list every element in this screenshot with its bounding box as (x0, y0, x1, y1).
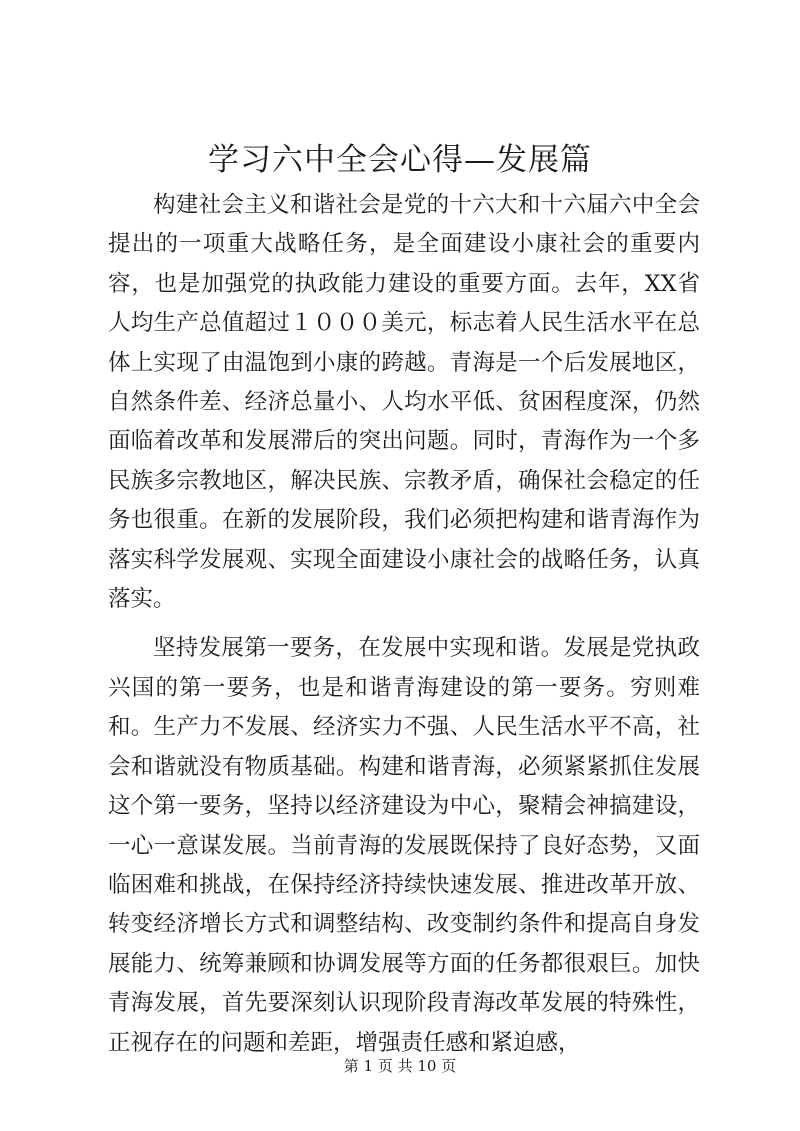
paragraph-1: 构建社会主义和谐社会是党的十六大和十六届六中全会提出的一项重大战略任务，是全面建设小康社会的重要内容，也是加强党的执政能力建设的重要方面。去年，XX省人均生产总值超过１０００美元，标志着人民生活水平在总体上实现了由温饱到小康的跨越。青海是一个后发展地区，自然条件差、经济总量小、人均水平低、贫困程度深，仍然面临着改革和发展滞后的突出问题。同时，青海作为一个多民族多宗教地区，解决民族、宗教矛盾，确保社会稳定的任务也很重。在新的发展阶段，我们必须把构建和谐青海作为落实科学发展观、实现全面建设小康社会的战略任务，认真落实。 (108, 192, 700, 613)
paragraph-2: 坚持发展第一要务，在发展中实现和谐。发展是党执政兴国的第一要务，也是和谐青海建设的第一要务。穷则难和。生产力不发展、经济实力不强、人民生活水平不高，社会和谐就没有物质基础。构建和谐青海，必须紧紧抓住发展这个第一要务，坚持以经济建设为中心，聚精会神搞建设，一心一意谋发展。当前青海的发展既保持了良好态势，又面临困难和挑战，在保持经济持续快速发展、推进改革开放、转变经济增长方式和调整结构、改变制约条件和提高自身发展能力、统筹兼顾和协调发展等方面的任务都很艰巨。加快青海发展，首先要深刻认识现阶段青海改革发展的特殊性，正视存在的问题和差距，增强责任感和紧迫感， (108, 635, 700, 1056)
document-title: 学习六中全会心得—发展篇 (208, 142, 592, 178)
document-body (108, 186, 700, 1063)
page-footer: 第 1 页 共 10 页 (343, 1057, 457, 1075)
